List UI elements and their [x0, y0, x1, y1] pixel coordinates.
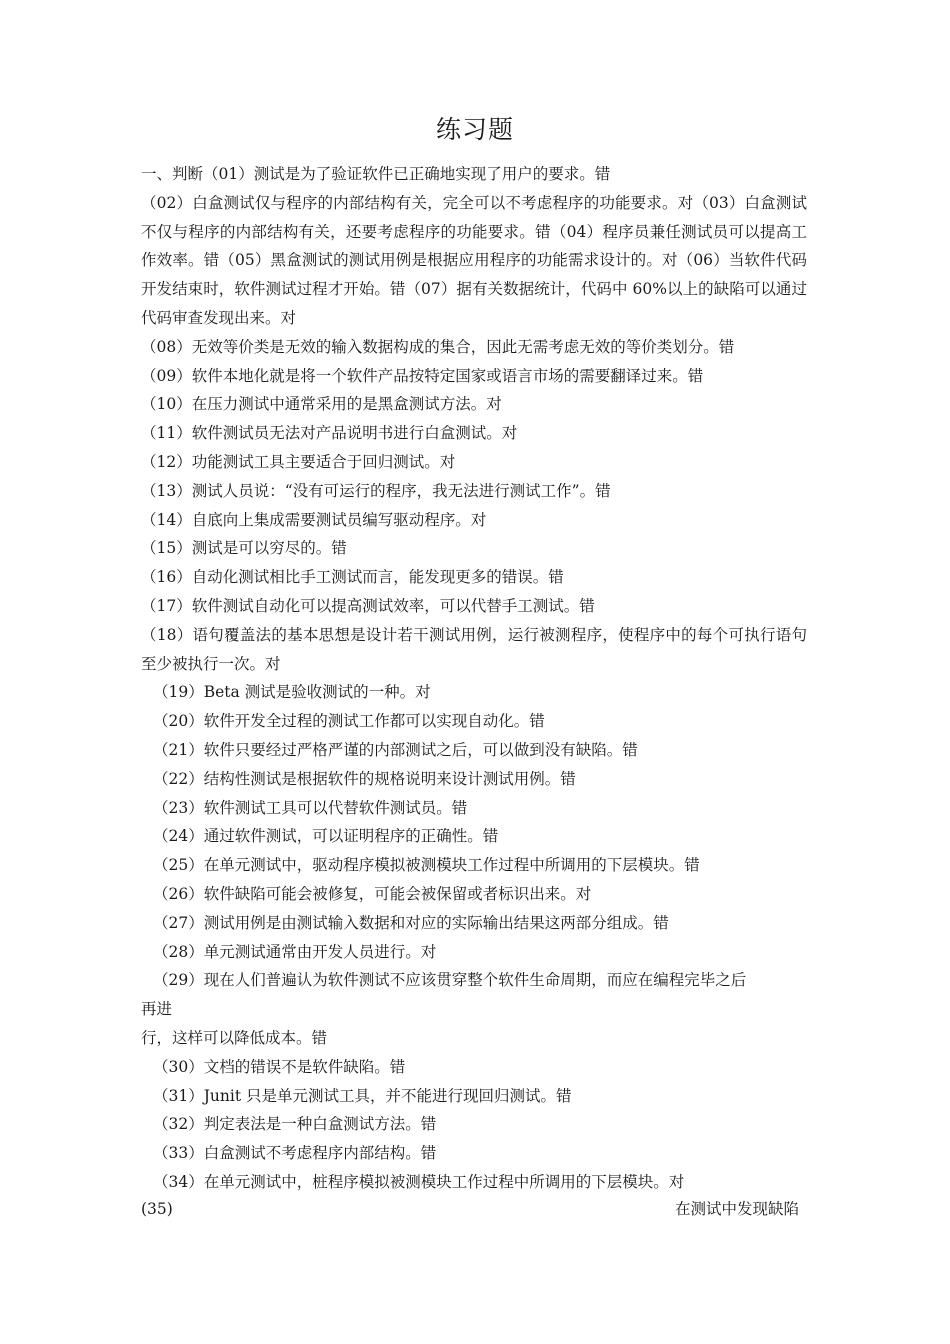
list-item: （13）测试人员说：“没有可运行的程序，我无法进行测试工作”。错	[141, 481, 611, 500]
list-item: （02）白盒测试仅与程序的内部结构有关，完全可以不考虑程序的功能要求。对（03）白盒测试不仅与程序的内部结构有关，还要考虑程序的功能要求。错（04）程序员兼任测试员可以提高工作效率。错（05）黑盒测试的测试用例是根据应用程序的功能需求设计的。对（06）当软件代码开发结束时，软件测试过程才开始。错（07）据有关数据统计，代码中 60%以上的缺陷可以通过代码审查发现出来。对	[141, 193, 807, 327]
list-item: 行，这样可以降低成本。错	[141, 1028, 328, 1047]
list-item: （14）自底向上集成需要测试员编写驱动程序。对	[141, 510, 487, 529]
list-item: （25）在单元测试中，驱动程序模拟被测模块工作过程中所调用的下层模块。错	[153, 856, 700, 875]
list-item: 再进	[141, 1000, 173, 1019]
list-item: （31）Junit 只是单元测试工具，并不能进行现回归测试。错	[153, 1086, 572, 1105]
list-item: （19）Beta 测试是验收测试的一种。对	[153, 683, 431, 702]
list-item: （12）功能测试工具主要适合于回归测试。对	[141, 452, 456, 471]
list-item: （21）软件只要经过严格严谨的内部测试之后，可以做到没有缺陷。错	[153, 740, 638, 759]
item-text: 在测试中发现缺陷	[674, 1200, 799, 1218]
list-item: （17）软件测试自动化可以提高测试效率，可以代替手工测试。错	[141, 596, 595, 615]
list-item: （16）自动化测试相比手工测试而言，能发现更多的错误。错	[141, 568, 564, 587]
list-item: （18）语句覆盖法的基本思想是设计若干测试用例，运行被测程序，使程序中的每个可执行语句至少被执行一次。对	[141, 625, 807, 673]
list-item: （26）软件缺陷可能会被修复，可能会被保留或者标识出来。对	[153, 884, 592, 903]
list-item: （24）通过软件测试，可以证明程序的正确性。错	[153, 827, 499, 846]
list-item: （08）无效等价类是无效的输入数据构成的集合，因此无需考虑无效的等价类划分。错	[141, 337, 735, 356]
list-item: （11）软件测试员无法对产品说明书进行白盒测试。对	[141, 424, 518, 443]
list-item: 一、判断（01）测试是为了验证软件已正确地实现了用户的要求。错	[141, 165, 611, 183]
list-item: （33）白盒测试不考虑程序内部结构。错	[153, 1144, 437, 1163]
list-item: （10）在压力测试中通常采用的是黑盒测试方法。对	[141, 395, 502, 414]
list-item: （09）软件本地化就是将一个软件产品按特定国家或语言市场的需要翻译过来。错	[141, 366, 704, 385]
list-item: （23）软件测试工具可以代替软件测试员。错	[153, 798, 468, 817]
list-item: （27）测试用例是由测试输入数据和对应的实际输出结果这两部分组成。错	[153, 913, 669, 932]
list-item: （30）文档的错误不是软件缺陷。错	[153, 1057, 406, 1076]
list-item: （34）在单元测试中，桩程序模拟被测模块工作过程中所调用的下层模块。对	[153, 1172, 685, 1191]
page-title: 练习题	[435, 115, 514, 144]
question-list	[141, 160, 807, 1197]
list-item: （15）测试是可以穷尽的。错	[141, 539, 347, 558]
item-number: (35)	[141, 1200, 173, 1218]
list-item: （28）单元测试通常由开发人员进行。对	[153, 942, 437, 961]
list-item: （32）判定表法是一种白盒测试方法。错	[153, 1115, 437, 1134]
list-item: （29）现在人们普遍认为软件测试不应该贯穿整个软件生命周期，而应在编程完毕之后	[153, 971, 747, 990]
list-item: （20）软件开发全过程的测试工作都可以实现自动化。错	[153, 712, 545, 731]
list-item: （22）结构性测试是根据软件的规格说明来设计测试用例。错	[153, 769, 576, 788]
